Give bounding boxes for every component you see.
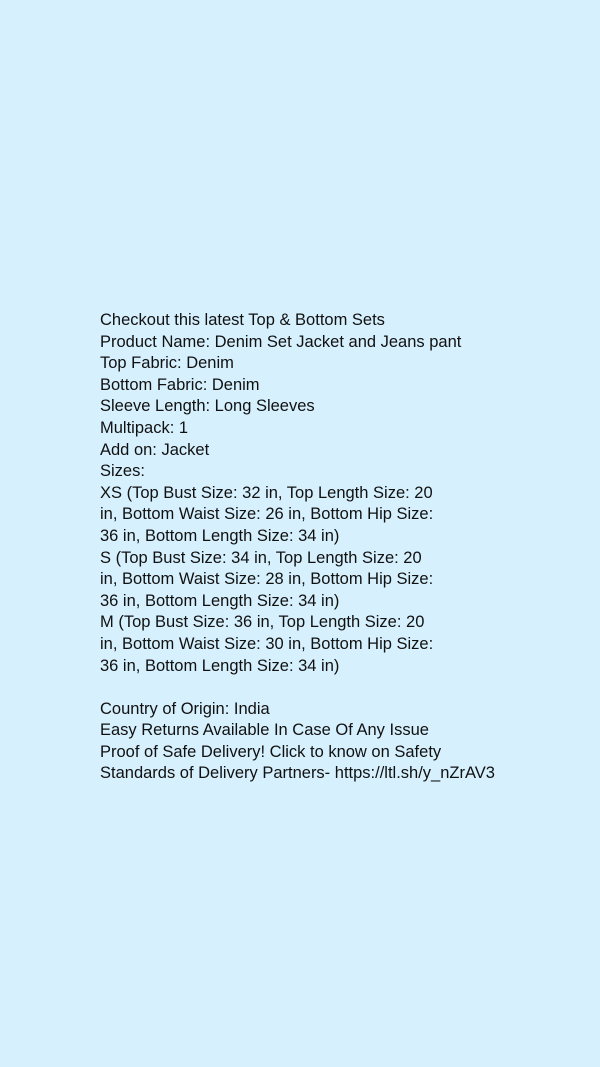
description-line: Top Fabric: Denim	[100, 354, 234, 373]
description-line: Standards of Delivery Partners- https://ltl.sh/y_nZrAV3	[100, 764, 495, 783]
description-line: Sleeve Length: Long Sleeves	[100, 397, 315, 416]
blank-line-spacer	[100, 677, 540, 699]
description-line: Checkout this latest Top & Bottom Sets	[100, 311, 385, 329]
description-line: in, Bottom Waist Size: 28 in, Bottom Hip Size:	[100, 570, 434, 589]
description-line: Product Name: Denim Set Jacket and Jeans pant	[100, 332, 462, 351]
description-line: Bottom Fabric: Denim	[100, 375, 260, 394]
description-line: 36 in, Bottom Length Size: 34 in)	[100, 591, 340, 610]
description-line: 36 in, Bottom Length Size: 34 in)	[100, 526, 340, 545]
product-description	[100, 310, 540, 785]
description-line: M (Top Bust Size: 36 in, Top Length Size: 20	[100, 613, 425, 632]
description-line: in, Bottom Waist Size: 30 in, Bottom Hip Size:	[100, 634, 434, 653]
description-line: XS (Top Bust Size: 32 in, Top Length Size: 20	[100, 483, 433, 502]
description-line: Country of Origin: India	[100, 699, 270, 718]
description-line: Sizes:	[100, 462, 145, 481]
description-line: in, Bottom Waist Size: 26 in, Bottom Hip Size:	[100, 505, 434, 524]
description-line: 36 in, Bottom Length Size: 34 in)	[100, 656, 340, 675]
description-line: Multipack: 1	[100, 418, 189, 437]
description-line: Proof of Safe Delivery! Click to know on Safety	[100, 742, 442, 761]
description-line: Add on: Jacket	[100, 440, 210, 459]
description-line: Easy Returns Available In Case Of Any Issue	[100, 721, 429, 740]
description-line: S (Top Bust Size: 34 in, Top Length Size: 20	[100, 548, 422, 567]
